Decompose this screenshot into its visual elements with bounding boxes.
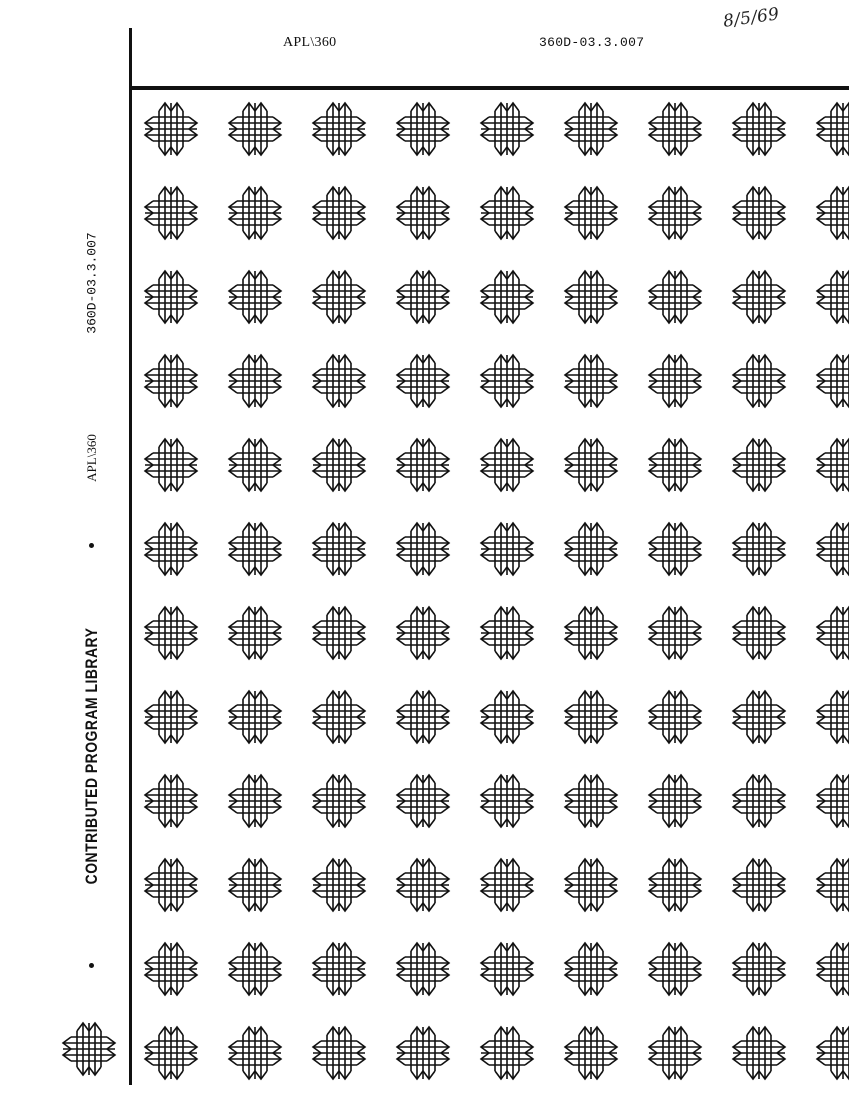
header-title-right: 360D-03.3.007 [539,35,645,50]
lattice-arrow-motif-icon [475,853,539,917]
lattice-arrow-motif-icon [559,769,623,833]
lattice-arrow-motif-icon [727,1021,791,1085]
lattice-arrow-motif-icon [475,349,539,413]
lattice-arrow-motif-icon [475,517,539,581]
lattice-arrow-motif-icon [139,769,203,833]
lattice-arrow-motif-icon [391,601,455,665]
lattice-arrow-motif-icon [811,265,849,329]
lattice-arrow-motif-icon [307,517,371,581]
lattice-arrow-motif-icon [559,517,623,581]
lattice-arrow-motif-icon [391,517,455,581]
lattice-arrow-motif-icon [559,937,623,1001]
lattice-arrow-motif-icon [811,685,849,749]
lattice-arrow-motif-icon [223,601,287,665]
lattice-arrow-motif-icon [559,265,623,329]
lattice-arrow-motif-icon [811,97,849,161]
lattice-arrow-motif-icon [727,97,791,161]
lattice-arrow-motif-icon [223,265,287,329]
lattice-arrow-motif-icon [643,853,707,917]
lattice-arrow-motif-icon [307,769,371,833]
lattice-arrow-motif-icon [139,1021,203,1085]
lattice-arrow-motif-icon [643,433,707,497]
lattice-arrow-motif-icon [811,601,849,665]
lattice-arrow-motif-icon [307,1021,371,1085]
lattice-arrow-motif-icon [391,937,455,1001]
lattice-arrow-motif-icon [307,685,371,749]
lattice-arrow-motif-icon [643,517,707,581]
lattice-arrow-motif-icon [139,685,203,749]
lattice-arrow-motif-icon [139,601,203,665]
lattice-arrow-motif-icon [475,1021,539,1085]
lattice-arrow-motif-icon [391,181,455,245]
lattice-arrow-motif-icon [139,265,203,329]
lattice-arrow-motif-icon [643,97,707,161]
lattice-arrow-motif-icon [307,265,371,329]
lattice-arrow-motif-icon [391,685,455,749]
lattice-arrow-motif-icon [307,853,371,917]
lattice-arrow-motif-icon [391,769,455,833]
lattice-arrow-motif-icon [391,349,455,413]
lattice-arrow-motif-icon [307,601,371,665]
lattice-arrow-motif-icon [391,1021,455,1085]
lattice-arrow-motif-icon [559,181,623,245]
lattice-arrow-motif-icon [223,517,287,581]
lattice-arrow-motif-icon [643,265,707,329]
lattice-arrow-motif-icon [727,769,791,833]
lattice-arrow-motif-icon [475,181,539,245]
spine-bullet [89,543,94,548]
lattice-arrow-motif-icon [559,1021,623,1085]
header-title-left: APL\360 [283,35,337,50]
lattice-arrow-motif-icon [223,349,287,413]
lattice-arrow-motif-icon [643,685,707,749]
lattice-arrow-motif-icon [559,97,623,161]
lattice-arrow-motif-icon [727,601,791,665]
lattice-arrow-motif-icon [727,349,791,413]
lattice-arrow-motif-icon [223,769,287,833]
lattice-arrow-motif-icon [475,433,539,497]
lattice-arrow-motif-icon [643,349,707,413]
lattice-arrow-motif-icon [307,97,371,161]
lattice-arrow-motif-icon [811,853,849,917]
lattice-arrow-motif-icon [223,853,287,917]
lattice-arrow-motif-icon [811,181,849,245]
spine-program-code: 360D-03.3.007 [84,232,100,334]
lattice-arrow-motif-icon [307,433,371,497]
lattice-arrow-motif-icon [223,685,287,749]
lattice-arrow-motif-icon [643,1021,707,1085]
lattice-arrow-motif-icon [307,937,371,1001]
lattice-arrow-motif-icon [811,433,849,497]
lattice-arrow-motif-icon [139,181,203,245]
lattice-arrow-motif-icon [727,181,791,245]
lattice-arrow-motif-icon [643,937,707,1001]
lattice-arrow-motif-icon [391,265,455,329]
handwritten-date: 8/5/69 [721,4,781,32]
lattice-arrow-motif-icon [307,181,371,245]
lattice-arrow-motif-icon [139,433,203,497]
lattice-arrow-motif-icon [643,601,707,665]
pattern-grid [130,94,849,1090]
lattice-arrow-motif-icon [811,937,849,1001]
lattice-arrow-motif-icon [223,1021,287,1085]
lattice-arrow-motif-icon [223,937,287,1001]
lattice-arrow-motif-icon [139,349,203,413]
header-horizontal-rule [129,86,849,90]
spine-library-title: CONTRIBUTED PROGRAM LIBRARY [82,627,101,885]
lattice-arrow-motif-icon [139,517,203,581]
lattice-arrow-motif-icon [57,1017,121,1081]
lattice-arrow-motif-icon [391,433,455,497]
lattice-arrow-motif-icon [559,685,623,749]
lattice-arrow-motif-icon [811,349,849,413]
lattice-arrow-motif-icon [727,937,791,1001]
lattice-arrow-motif-icon [223,433,287,497]
lattice-arrow-motif-icon [811,769,849,833]
lattice-arrow-motif-icon [391,853,455,917]
lattice-arrow-motif-icon [727,517,791,581]
spine-bullet [89,963,94,968]
lattice-arrow-motif-icon [475,601,539,665]
lattice-arrow-motif-icon [559,601,623,665]
lattice-arrow-motif-icon [727,265,791,329]
lattice-arrow-motif-icon [811,517,849,581]
lattice-arrow-motif-icon [475,97,539,161]
lattice-arrow-motif-icon [643,181,707,245]
lattice-arrow-motif-icon [139,97,203,161]
lattice-arrow-motif-icon [559,433,623,497]
lattice-arrow-motif-icon [475,937,539,1001]
lattice-arrow-motif-icon [559,853,623,917]
lattice-arrow-motif-icon [223,181,287,245]
lattice-arrow-motif-icon [139,937,203,1001]
lattice-arrow-motif-icon [475,769,539,833]
lattice-arrow-motif-icon [307,349,371,413]
lattice-arrow-motif-icon [727,685,791,749]
lattice-arrow-motif-icon [223,97,287,161]
lattice-arrow-motif-icon [475,265,539,329]
spine-apl-label: APL\360 [84,434,99,482]
lattice-arrow-motif-icon [643,769,707,833]
lattice-arrow-motif-icon [811,1021,849,1085]
lattice-arrow-motif-icon [139,853,203,917]
lattice-arrow-motif-icon [727,853,791,917]
lattice-arrow-motif-icon [559,349,623,413]
lattice-arrow-motif-icon [475,685,539,749]
lattice-arrow-motif-icon [391,97,455,161]
lattice-arrow-motif-icon [727,433,791,497]
